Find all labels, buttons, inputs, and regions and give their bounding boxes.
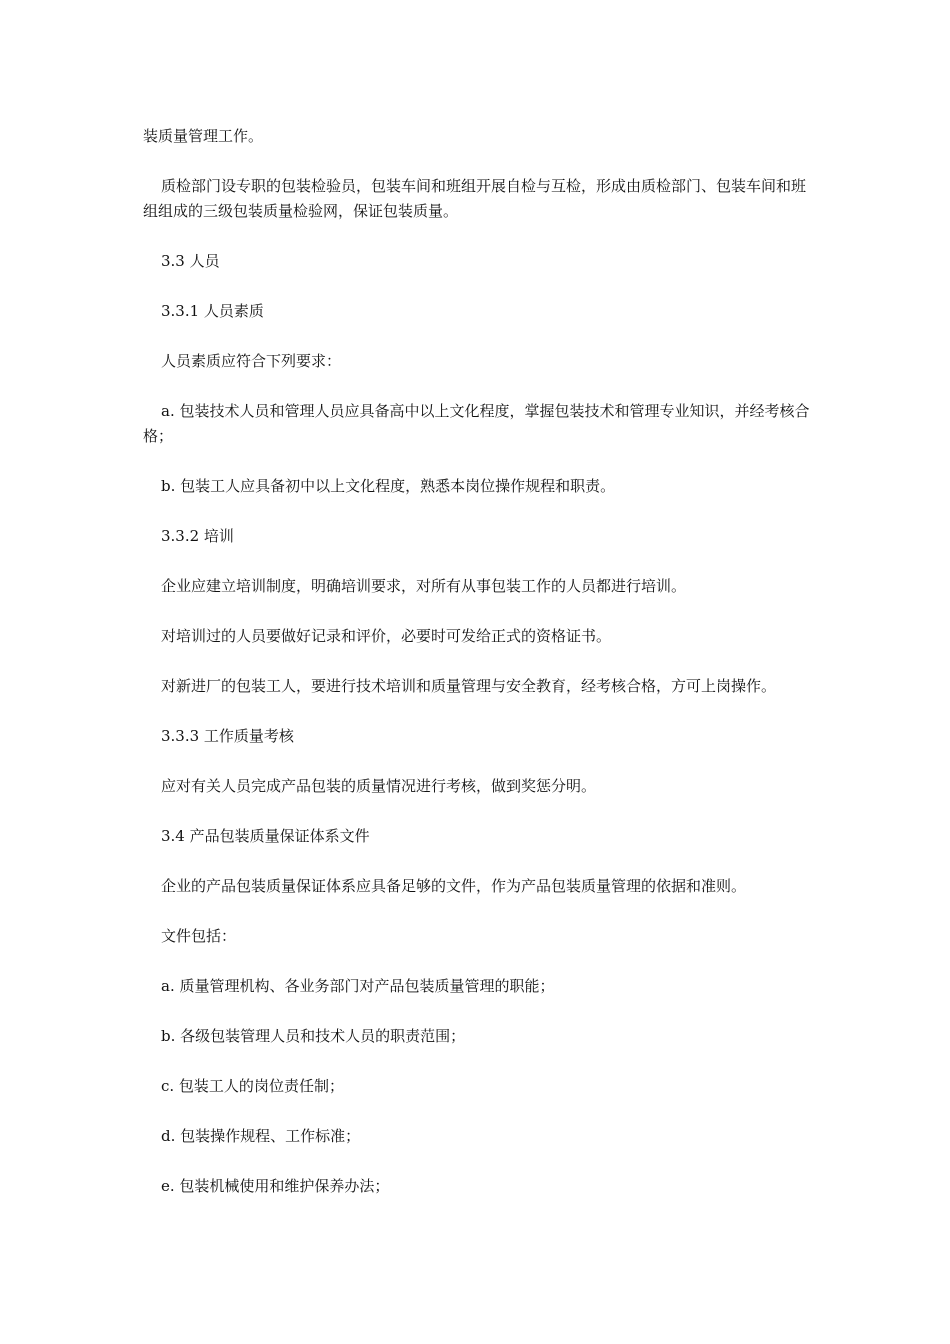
paragraph-training-system: 企业应建立培训制度，明确培训要求，对所有从事包装工作的人员都进行培训。 [161,577,687,595]
paragraph-requirements-intro: 人员素质应符合下列要求： [161,352,342,370]
section-heading-personnel: 3.3 人员 [161,252,220,270]
paragraph-documents-include: 文件包括： [161,927,237,945]
list-item-b-workers: b. 包装工人应具备初中以上文化程度，熟悉本岗位操作规程和职责。 [161,477,616,495]
list-item-e-machinery: e. 包装机械使用和维护保养办法； [161,1177,390,1195]
list-item-d-procedures: d. 包装操作规程、工作标准； [161,1127,361,1145]
paragraph-continuation: 装质量管理工作。 [143,127,264,145]
paragraph-assessment: 应对有关人员完成产品包装的质量情况进行考核，做到奖惩分明。 [161,777,597,795]
subsection-heading-assessment: 3.3.3 工作质量考核 [161,727,294,745]
list-item-c-post-responsibility: c. 包装工人的岗位责任制； [161,1077,344,1095]
paragraph-inspection-network: 质检部门设专职的包装检验员，包装车间和班组开展自检与互检，形成由质检部门、包装车间和班组组成的三级包装质量检验网，保证包装质量。 [143,177,807,220]
paragraph-new-workers: 对新进厂的包装工人，要进行技术培训和质量管理与安全教育，经考核合格，方可上岗操作。 [161,677,777,695]
section-heading-documents: 3.4 产品包装质量保证体系文件 [161,827,370,845]
subsection-heading-quality: 3.3.1 人员素质 [161,302,264,320]
list-item-a-technical-staff: a. 包装技术人员和管理人员应具备高中以上文化程度，掌握包装技术和管理专业知识，并经考核合格； [143,402,810,445]
list-item-a-functions: a. 质量管理机构、各业务部门对产品包装质量管理的职能； [161,977,555,995]
document-body [143,124,810,1224]
subsection-heading-training: 3.3.2 培训 [161,527,234,545]
paragraph-documents-intro: 企业的产品包装质量保证体系应具备足够的文件，作为产品包装质量管理的依据和准则。 [161,877,747,895]
paragraph-training-records: 对培训过的人员要做好记录和评价，必要时可发给正式的资格证书。 [161,627,612,645]
list-item-b-responsibilities: b. 各级包装管理人员和技术人员的职责范围； [161,1027,466,1045]
